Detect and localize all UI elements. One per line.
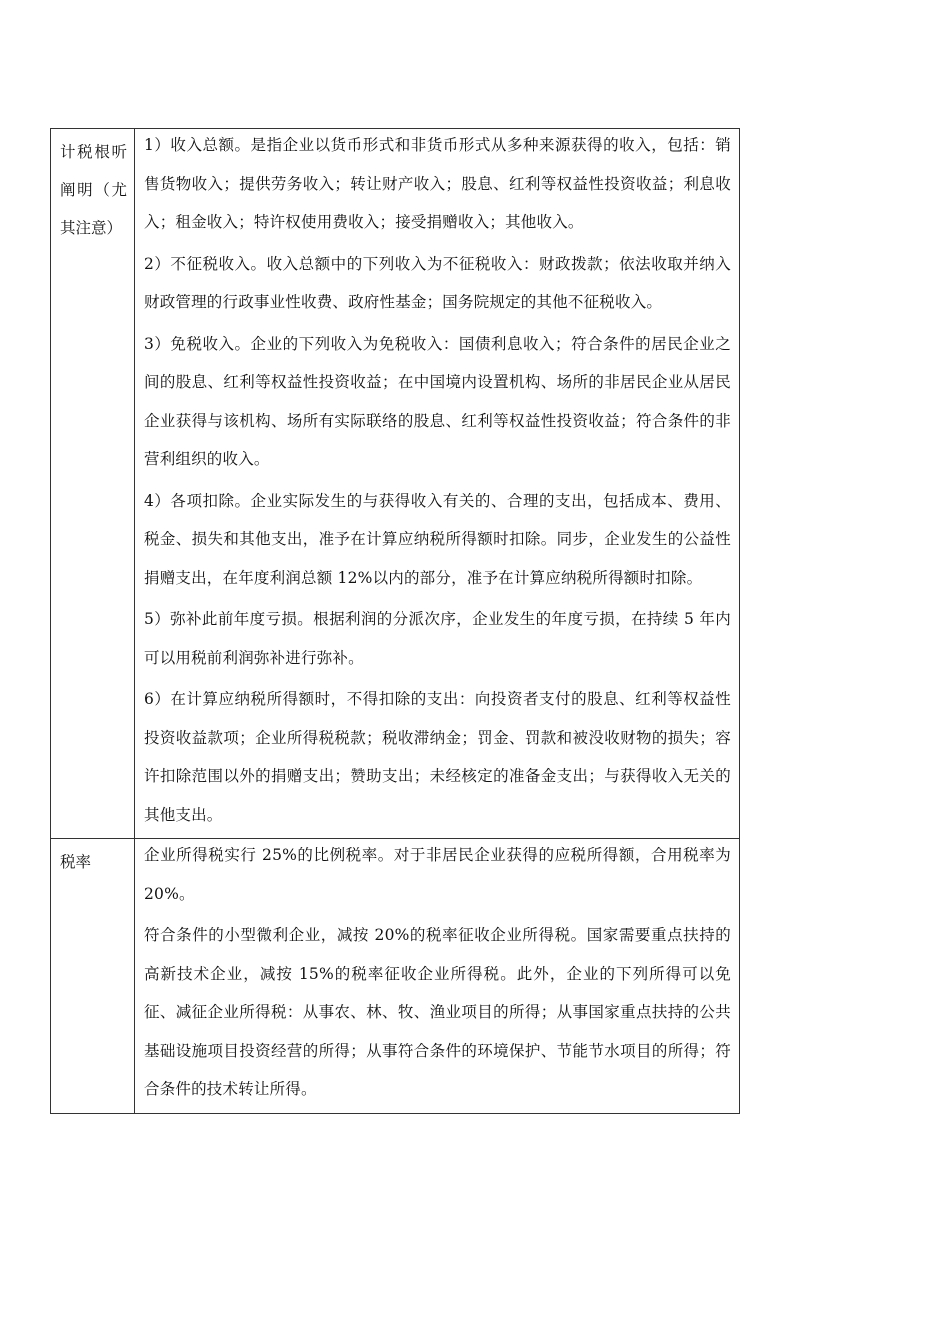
paragraph-deductions: 4）各项扣除。企业实际发生的与获得收入有关的、合理的支出，包括成本、费用、税金、损失和其他支出，准予在计算应纳税所得额时扣除。同步，企业发生的公益性捐赠支出，在年度利润总额 12%以内的部分，准予在计算应纳税所得额时扣除。 — [144, 491, 731, 587]
paragraph-non-deductible-expenses: 6）在计算应纳税所得额时，不得扣除的支出：向投资者支付的股息、红利等权益性投资收益款项；企业所得税税款；税收滞纳金；罚金、罚款和被没收财物的损失；容许扣除范围以外的捐赠支出；赞助支出；未经核定的准备金支出；与获得收入无关的其他支出。 — [144, 690, 731, 824]
table-row — [51, 839, 740, 1114]
paragraph-non-taxable-income: 2）不征税收入。收入总额中的下列收入为不征税收入：财政拨款；依法收取并纳入财政管理的行政事业性收费、政府性基金；国务院规定的其他不征税收入。 — [144, 254, 731, 311]
row-content-cell — [135, 839, 740, 1114]
row-label: 计税根听阐明（尤其注意） — [60, 143, 127, 237]
row-label-cell — [51, 839, 135, 1114]
paragraph-loss-carryforward: 5）弥补此前年度亏损。根据利润的分派次序，企业发生的年度亏损，在持续 5 年内可以用税前利润弥补进行弥补。 — [144, 610, 731, 667]
paragraph-gross-income: 1）收入总额。是指企业以货币形式和非货币形式从多种来源获得的收入，包括：销售货物收入；提供劳务收入；转让财产收入；股息、红利等权益性投资收益；利息收入；租金收入；特许权使用费收入；接受捐赠收入；其他收入。 — [144, 136, 731, 231]
tax-info-table — [50, 128, 740, 1114]
paragraph-tax-rate: 企业所得税实行 25%的比例税率。对于非居民企业获得的应税所得额，合用税率为 20%。 — [144, 846, 731, 903]
row-content-cell — [135, 129, 740, 839]
paragraph-tax-exempt-income: 3）免税收入。企业的下列收入为免税收入：国债利息收入；符合条件的居民企业之间的股息、红利等权益性投资收益；在中国境内设置机构、场所的非居民企业从居民企业获得与该机构、场所有实际联络的股息、红利等权益性投资收益；符合条件的非营利组织的收入。 — [144, 334, 731, 468]
table-row — [51, 129, 740, 839]
row-label: 税率 — [60, 853, 92, 871]
row-label-cell — [51, 129, 135, 839]
paragraph-reduced-rates: 符合条件的小型微利企业，减按 20%的税率征收企业所得税。国家需要重点扶持的高新技术企业，减按 15%的税率征收企业所得税。此外，企业的下列所得可以免征、减征企业所得税：从事农、林、牧、渔业项目的所得；从事国家重点扶持的公共基础设施项目投资经营的所得；从事符合条件的环境保护、节能节水项目的所得；符合条件的技术转让所得。 — [144, 926, 731, 1098]
